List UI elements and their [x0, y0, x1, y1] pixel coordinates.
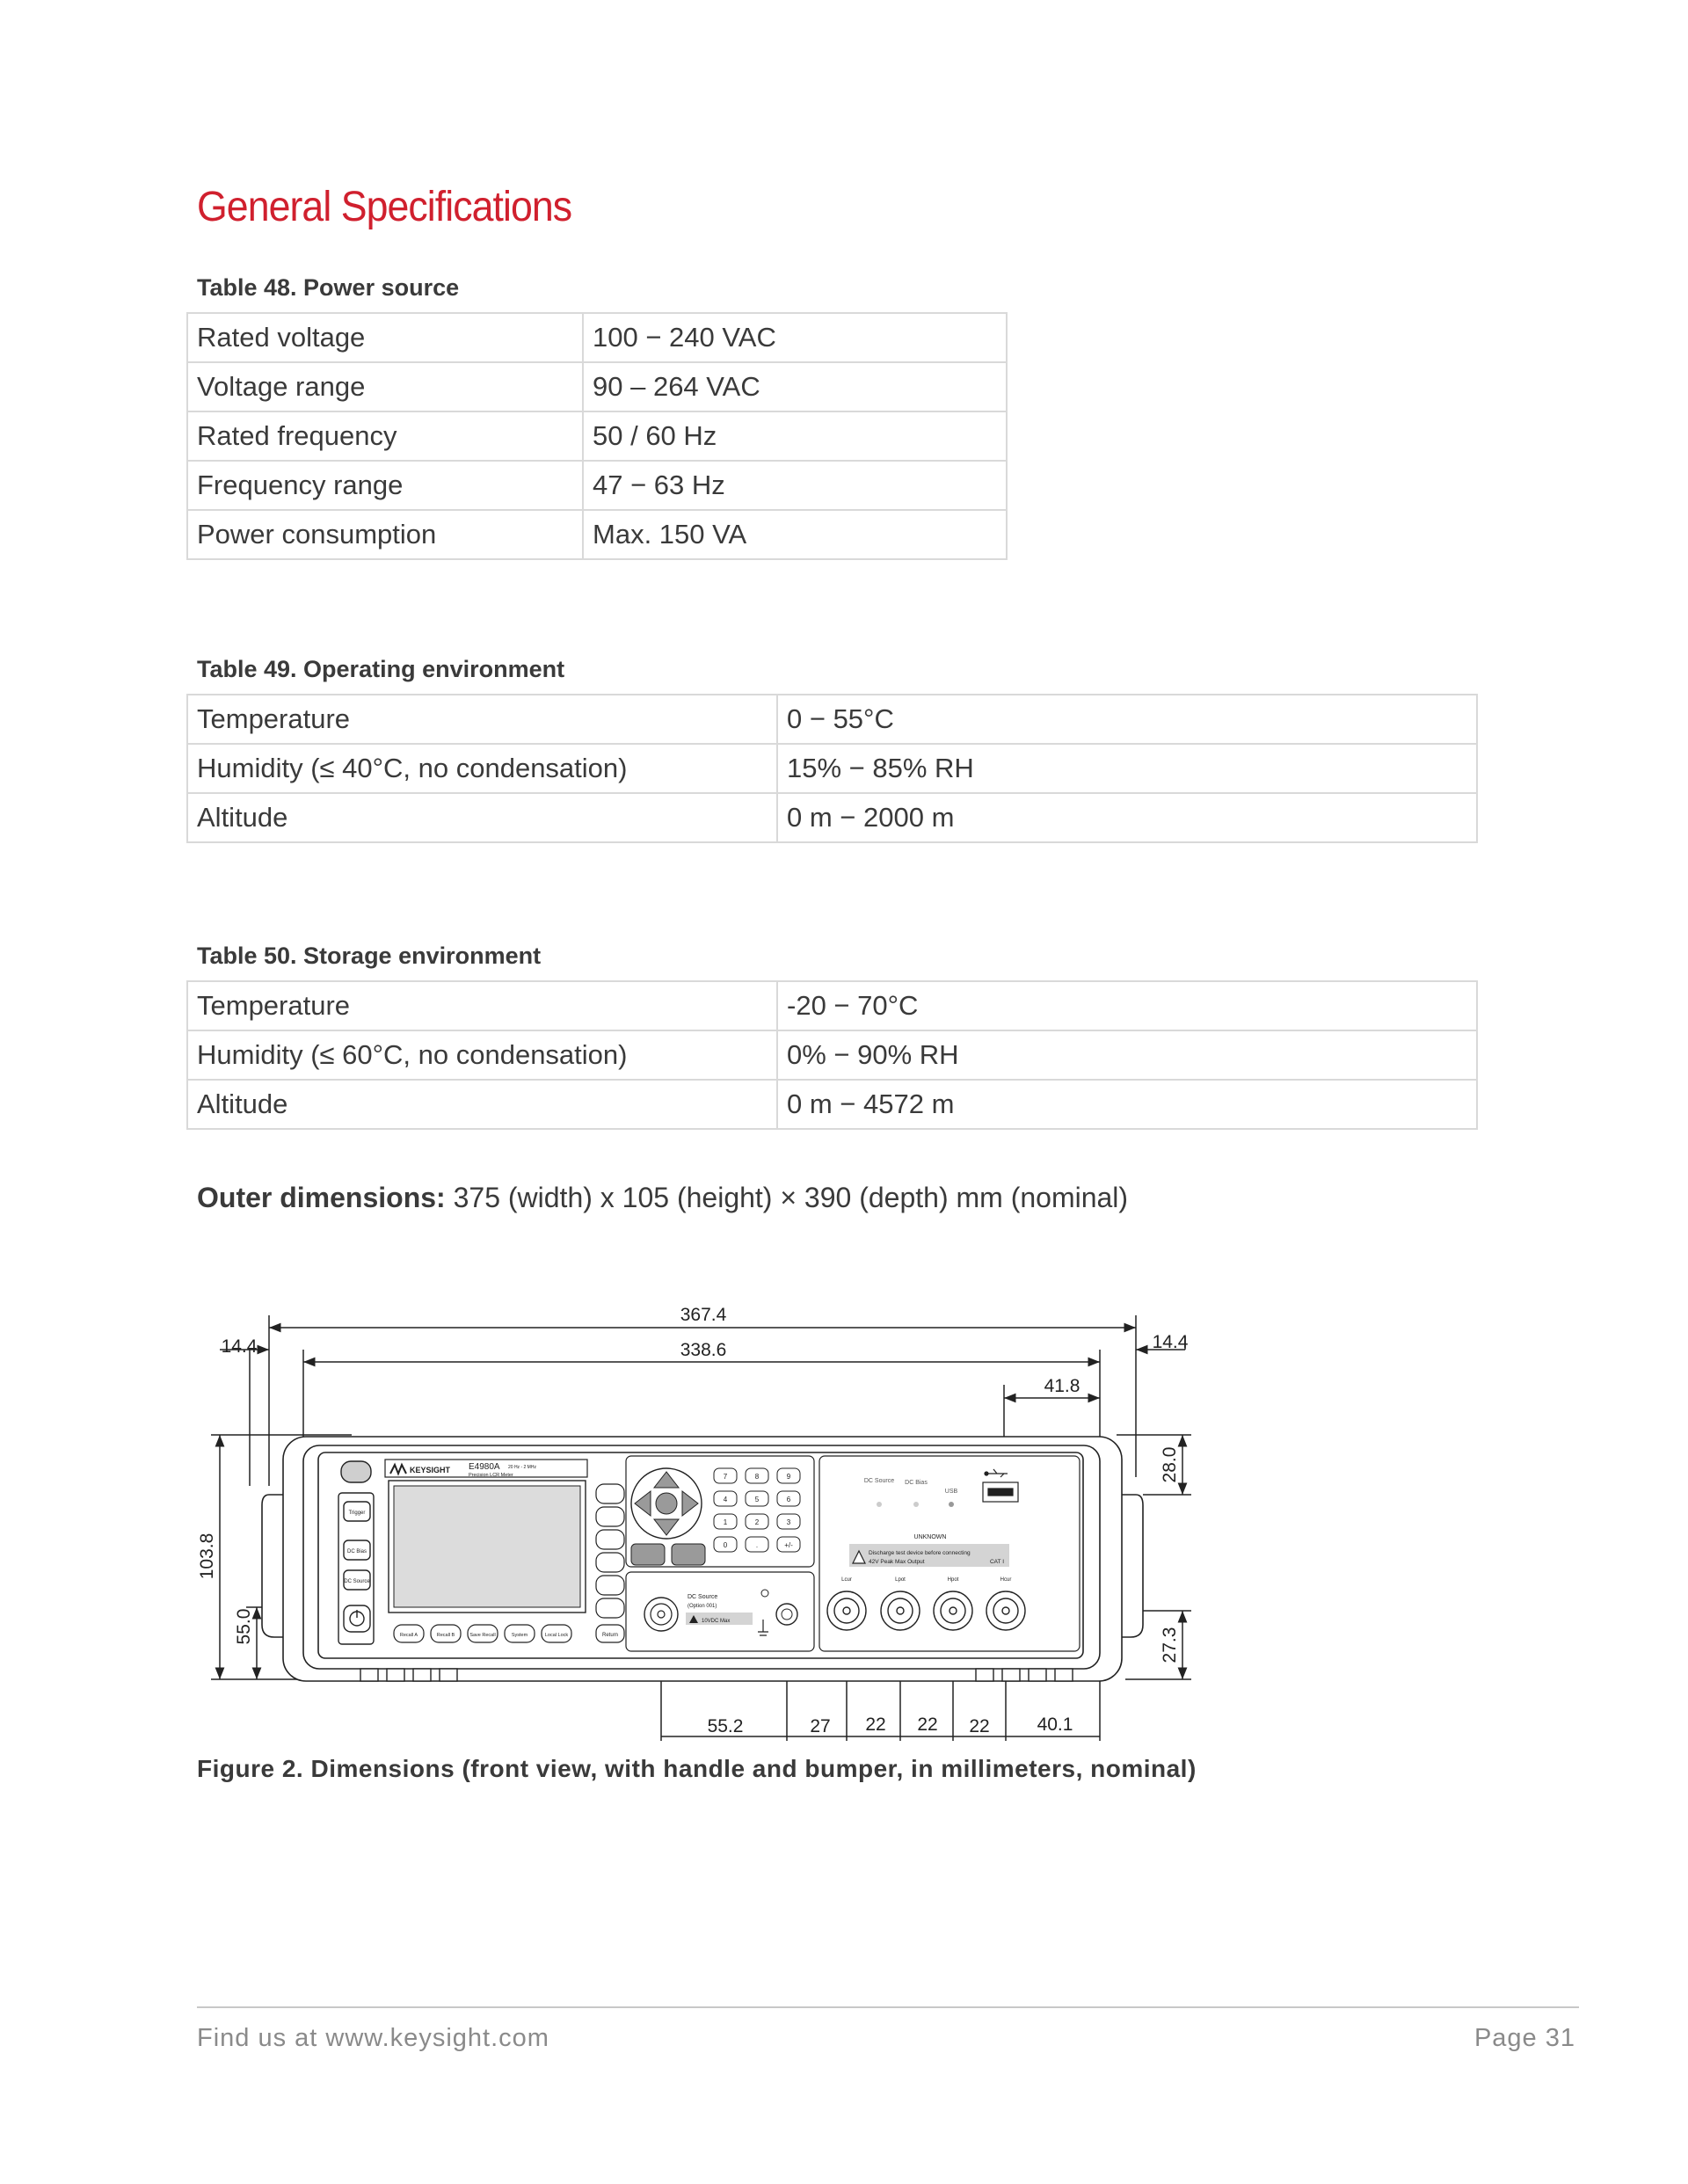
dim-label-overall-width: 367.4	[680, 1305, 727, 1325]
dim-label-top-offset: 28.0	[1160, 1446, 1180, 1483]
spec-value: 100 − 240 VAC	[583, 313, 1007, 362]
dim-label-lower-height: 55.0	[234, 1608, 254, 1645]
page-number: Page 31	[1473, 2024, 1575, 2052]
table-caption-operating-environment: Table 49. Operating environment	[197, 656, 565, 682]
footer-divider	[197, 2006, 1579, 2008]
usb-port	[988, 1489, 1013, 1496]
bottom-vent	[413, 1669, 431, 1681]
spec-label: Temperature	[187, 981, 777, 1030]
spec-value: 0% − 90% RH	[777, 1030, 1477, 1080]
dc-source-led	[877, 1502, 882, 1507]
spec-value: 50 / 60 Hz	[583, 411, 1007, 461]
navigation-center-button	[656, 1493, 677, 1514]
terminal-label-lpot: Lpot	[895, 1577, 906, 1583]
dim-label-usb-offset: 41.8	[1044, 1376, 1080, 1396]
dc-source-option: (Option 001)	[688, 1604, 717, 1609]
model-range: 20 Hz - 2 MHz	[508, 1465, 536, 1470]
keypad-key-label: 6	[786, 1496, 791, 1503]
spec-label: Rated voltage	[187, 313, 583, 362]
table-caption-storage-environment: Table 50. Storage environment	[197, 943, 542, 969]
dim-label-bottom-spacing: 55.2	[707, 1716, 744, 1736]
keypad-key-label: 7	[723, 1473, 728, 1481]
bottom-vent	[976, 1669, 993, 1681]
return-key-label: Return	[601, 1633, 619, 1638]
usb-indicator-label: USB	[944, 1489, 958, 1495]
spec-label: Rated frequency	[187, 411, 583, 461]
entry-off-key	[672, 1544, 705, 1565]
bnc-terminal-hpot	[934, 1591, 972, 1630]
spec-label: Altitude	[187, 793, 777, 842]
warning-cat: CAT I	[989, 1559, 1004, 1565]
spec-value: Max. 150 VA	[583, 510, 1007, 559]
warning-line2: 42V Peak Max Output	[869, 1559, 925, 1565]
softkey	[596, 1484, 624, 1503]
dc-source-button-label: DC Source	[344, 1579, 370, 1584]
brand-name: KEYSIGHT	[410, 1466, 451, 1474]
dim-label-left-bumper: 14.4	[221, 1336, 258, 1357]
spec-value: 47 − 63 Hz	[583, 461, 1007, 510]
spec-label: Voltage range	[187, 362, 583, 411]
spec-label: Humidity (≤ 40°C, no condensation)	[187, 744, 777, 793]
terminal-label-hcur: Hcur	[1000, 1577, 1012, 1583]
lcd-screen	[394, 1486, 580, 1607]
spec-value: 0 m − 4572 m	[777, 1080, 1477, 1129]
usb-icon	[985, 1472, 988, 1475]
spec-value: 0 m − 2000 m	[777, 793, 1477, 842]
bottom-vent	[440, 1669, 457, 1681]
terminal-label-hpot: Hpot	[947, 1577, 959, 1583]
outer-dimensions-value: 375 (width) x 105 (height) × 390 (depth) mm (nominal)	[445, 1182, 1129, 1213]
spec-value: 0 − 55°C	[777, 695, 1477, 744]
dim-label-total-height: 103.8	[197, 1532, 217, 1580]
dim-label-bottom-spacing: 22	[865, 1714, 886, 1735]
dc-bias-indicator-label: DC Bias	[905, 1480, 928, 1486]
spec-value: 90 – 264 VAC	[583, 362, 1007, 411]
power-button	[344, 1605, 370, 1632]
keypad-key-label: 2	[754, 1518, 760, 1526]
system-label: System	[511, 1633, 528, 1638]
spec-label: Altitude	[187, 1080, 777, 1129]
bottom-vent	[1029, 1669, 1046, 1681]
unknown-label: UNKNOWN	[913, 1534, 947, 1540]
softkey	[596, 1507, 624, 1526]
bottom-vent	[360, 1669, 378, 1681]
softkey	[596, 1553, 624, 1572]
softkey	[596, 1598, 624, 1618]
outer-dimensions-label: Outer dimensions:	[197, 1182, 446, 1213]
bnc-terminal-hcur	[986, 1591, 1025, 1630]
dc-source-terminal	[644, 1598, 678, 1631]
dim-label-bottom-offset: 27.3	[1160, 1627, 1180, 1663]
dim-label-bottom-spacing: 40.1	[1037, 1714, 1073, 1735]
keypad-key-label: .	[755, 1541, 759, 1549]
dim-label-right-bumper: 14.4	[1152, 1332, 1189, 1352]
softkey	[596, 1576, 624, 1595]
bottom-vent	[1055, 1669, 1073, 1681]
ground-terminal	[776, 1604, 797, 1625]
spec-label: Humidity (≤ 60°C, no condensation)	[187, 1030, 777, 1080]
dim-label-bottom-spacing: 22	[969, 1716, 990, 1736]
bottom-vent	[387, 1669, 404, 1681]
dc-source-indicator-label: DC Source	[863, 1478, 895, 1484]
power-indicator	[341, 1461, 371, 1482]
keypad-key-label: 8	[754, 1473, 760, 1481]
dc-source-max: 10VDC Max	[702, 1619, 731, 1624]
table-caption-power-source: Table 48. Power source	[197, 274, 460, 301]
enter-key	[631, 1544, 665, 1565]
spec-value: -20 − 70°C	[777, 981, 1477, 1030]
spec-value: 15% − 85% RH	[777, 744, 1477, 793]
dc-bias-button-label: DC Bias	[346, 1549, 367, 1554]
save-recall-label: Save Recall	[469, 1633, 496, 1638]
usb-led	[949, 1502, 954, 1507]
keypad-key-label: 5	[754, 1496, 760, 1503]
spec-label: Temperature	[187, 695, 777, 744]
warning-line1: Discharge test device before connecting	[869, 1550, 971, 1556]
dim-label-bottom-spacing: 22	[917, 1714, 938, 1735]
figure-caption: Figure 2. Dimensions (front view, with handle and bumper, in millimeters, nominal)	[197, 1755, 1197, 1782]
recall-a-label: Recall A	[399, 1633, 418, 1638]
keypad-key-label: +/-	[784, 1541, 793, 1549]
terminal-label-lcur: Lcur	[841, 1577, 852, 1583]
keypad-key-label: 1	[723, 1518, 728, 1526]
model-name: Precision LCR Meter	[469, 1473, 513, 1478]
spec-label: Power consumption	[187, 510, 583, 559]
softkey	[596, 1530, 624, 1549]
spec-label: Frequency range	[187, 461, 583, 510]
trigger-button-label: Trigger	[348, 1511, 366, 1516]
bnc-terminal-lcur	[827, 1591, 866, 1630]
dim-label-bottom-spacing: 27	[810, 1716, 831, 1736]
keypad-key-label: 3	[786, 1518, 791, 1526]
local-lock-label: Local Lock	[544, 1633, 569, 1638]
keypad-key-label: 4	[723, 1496, 728, 1503]
recall-b-label: Recall B	[436, 1633, 455, 1638]
bnc-terminal-lpot	[881, 1591, 920, 1630]
dc-bias-led	[913, 1502, 919, 1507]
bottom-vent	[1002, 1669, 1020, 1681]
model-number: E4980A	[469, 1462, 500, 1472]
footer-website[interactable]: Find us at www.keysight.com	[197, 2024, 549, 2052]
keypad-key-label: 9	[786, 1473, 791, 1481]
page-title: General Specifications	[197, 184, 572, 230]
dc-source-label: DC Source	[688, 1594, 718, 1600]
dim-label-inner-width: 338.6	[680, 1340, 727, 1360]
keypad-key-label: 0	[723, 1541, 728, 1549]
